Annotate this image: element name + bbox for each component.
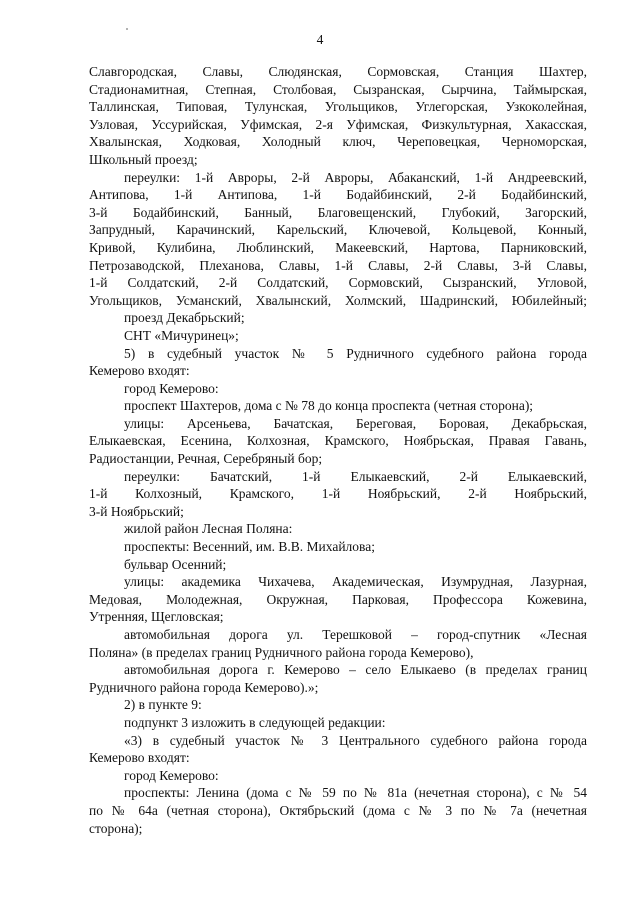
text-line: 1-й Колхозный, Крамского, 1-й Ноябрьский, 2-й Ноябрьский, <box>89 486 587 502</box>
text-line: Елыкаевская, Есенина, Колхозная, Крамского, Ноябрьская, Правая Гавань, <box>89 433 587 449</box>
text-line: улицы: Арсеньева, Бачатская, Береговая, Боровая, Декабрьская, <box>124 415 587 431</box>
text-line: переулки: Бачатский, 1-й Елыкаевский, 2-й Елыкаевский, <box>124 468 587 484</box>
text-line: Таллинская, Типовая, Тулунская, Угольщиков, Углегорская, Узкоколейная, <box>89 99 587 115</box>
text-line: Узловая, Уссурийская, Уфимская, 2-я Уфимская, Физкультурная, Хакасская, <box>89 116 587 132</box>
text-line: Кемерово входят: <box>89 750 190 766</box>
text-line: Утренняя, Щегловская; <box>89 609 224 625</box>
text-line: 3-й Бодайбинский, Банный, Благовещенский, Глубокий, Загорский, <box>89 204 587 220</box>
text-line: Петрозаводской, Плеханова, Славы, 1-й Славы, 2-й Славы, 3-й Славы, <box>89 257 587 273</box>
text-line: Школьный проезд; <box>89 151 198 167</box>
text-line: 3-й Ноябрьский; <box>89 503 184 519</box>
document-body <box>89 63 587 837</box>
text-line: Славгородская, Славы, Слюдянская, Сормовская, Станция Шахтер, <box>89 64 587 79</box>
text-line: сторона); <box>89 820 143 836</box>
text-line: проезд Декабрьский; <box>124 310 245 326</box>
text-line: Поляна» (в пределах границ Рудничного района города Кемерово), <box>89 644 474 660</box>
text-line: проспект Шахтеров, дома с № 78 до конца проспекта (четная сторона); <box>124 398 534 414</box>
text-line: Угольщиков, Усманский, Хвалынский, Холмский, Шадринский, Юбилейный; <box>89 292 587 308</box>
text-line: 5) в судебный участок № 5 Рудничного судебного района города <box>124 345 587 361</box>
text-line: Медовая, Молодежная, Окружная, Парковая, Профессора Кожевина, <box>89 591 587 607</box>
text-line: проспекты: Ленина (дома с № 59 по № 81а (нечетная сторона), с № 54 <box>124 785 587 801</box>
text-line: улицы: академика Чихачева, Академическая, Изумрудная, Лазурная, <box>124 574 587 590</box>
text-line: Кривой, Кулибина, Люблинский, Макеевский, Нартова, Парниковский, <box>89 239 587 255</box>
text-line: по № 64а (четная сторона), Октябрьский (дома с № 3 по № 7а (нечетная <box>89 802 587 818</box>
text-line: Запрудный, Карачинский, Карельский, Ключевой, Кольцевой, Конный, <box>89 222 587 238</box>
text-line: 1-й Солдатский, 2-й Солдатский, Сормовский, Сызранский, Угловой, <box>89 275 587 291</box>
text-line: переулки: 1-й Авроры, 2-й Авроры, Абаканский, 1-й Андреевский, <box>124 169 587 185</box>
text-line: Рудничного района города Кемерово).»; <box>89 679 319 695</box>
text-line: СНТ «Мичуринец»; <box>124 327 239 343</box>
text-line: Хвалынская, Ходковая, Холодный ключ, Череповецкая, Черноморская, <box>89 134 587 150</box>
text-line: «3) в судебный участок № 3 Центрального судебного района города <box>124 732 587 748</box>
text-line: автомобильная дорога ул. Терешковой – город-спутник «Лесная <box>124 627 587 642</box>
text-line: автомобильная дорога г. Кемерово – село Елыкаево (в пределах границ <box>124 662 587 678</box>
text-line: проспекты: Весенний, им. В.В. Михайлова; <box>124 539 375 555</box>
text-line: город Кемерово: <box>124 380 219 396</box>
scan-speck <box>126 28 128 30</box>
text-line: Кемерово входят: <box>89 363 190 379</box>
text-line: подпункт 3 изложить в следующей редакции: <box>124 714 386 730</box>
text-line: 2) в пункте 9: <box>124 697 202 713</box>
text-line: жилой район Лесная Поляна: <box>124 521 293 537</box>
page-number: 4 <box>316 32 324 47</box>
text-line: Антипова, 1-й Антипова, 1-й Бодайбинский, 2-й Бодайбинский, <box>89 187 587 203</box>
text-line: город Кемерово: <box>124 767 219 783</box>
text-line: бульвар Осенний; <box>124 556 227 572</box>
text-line: Стадионамитная, Степная, Столбовая, Сызранская, Сырчина, Таймырская, <box>89 81 587 97</box>
text-line: Радиостанции, Речная, Серебряный бор; <box>89 451 323 467</box>
